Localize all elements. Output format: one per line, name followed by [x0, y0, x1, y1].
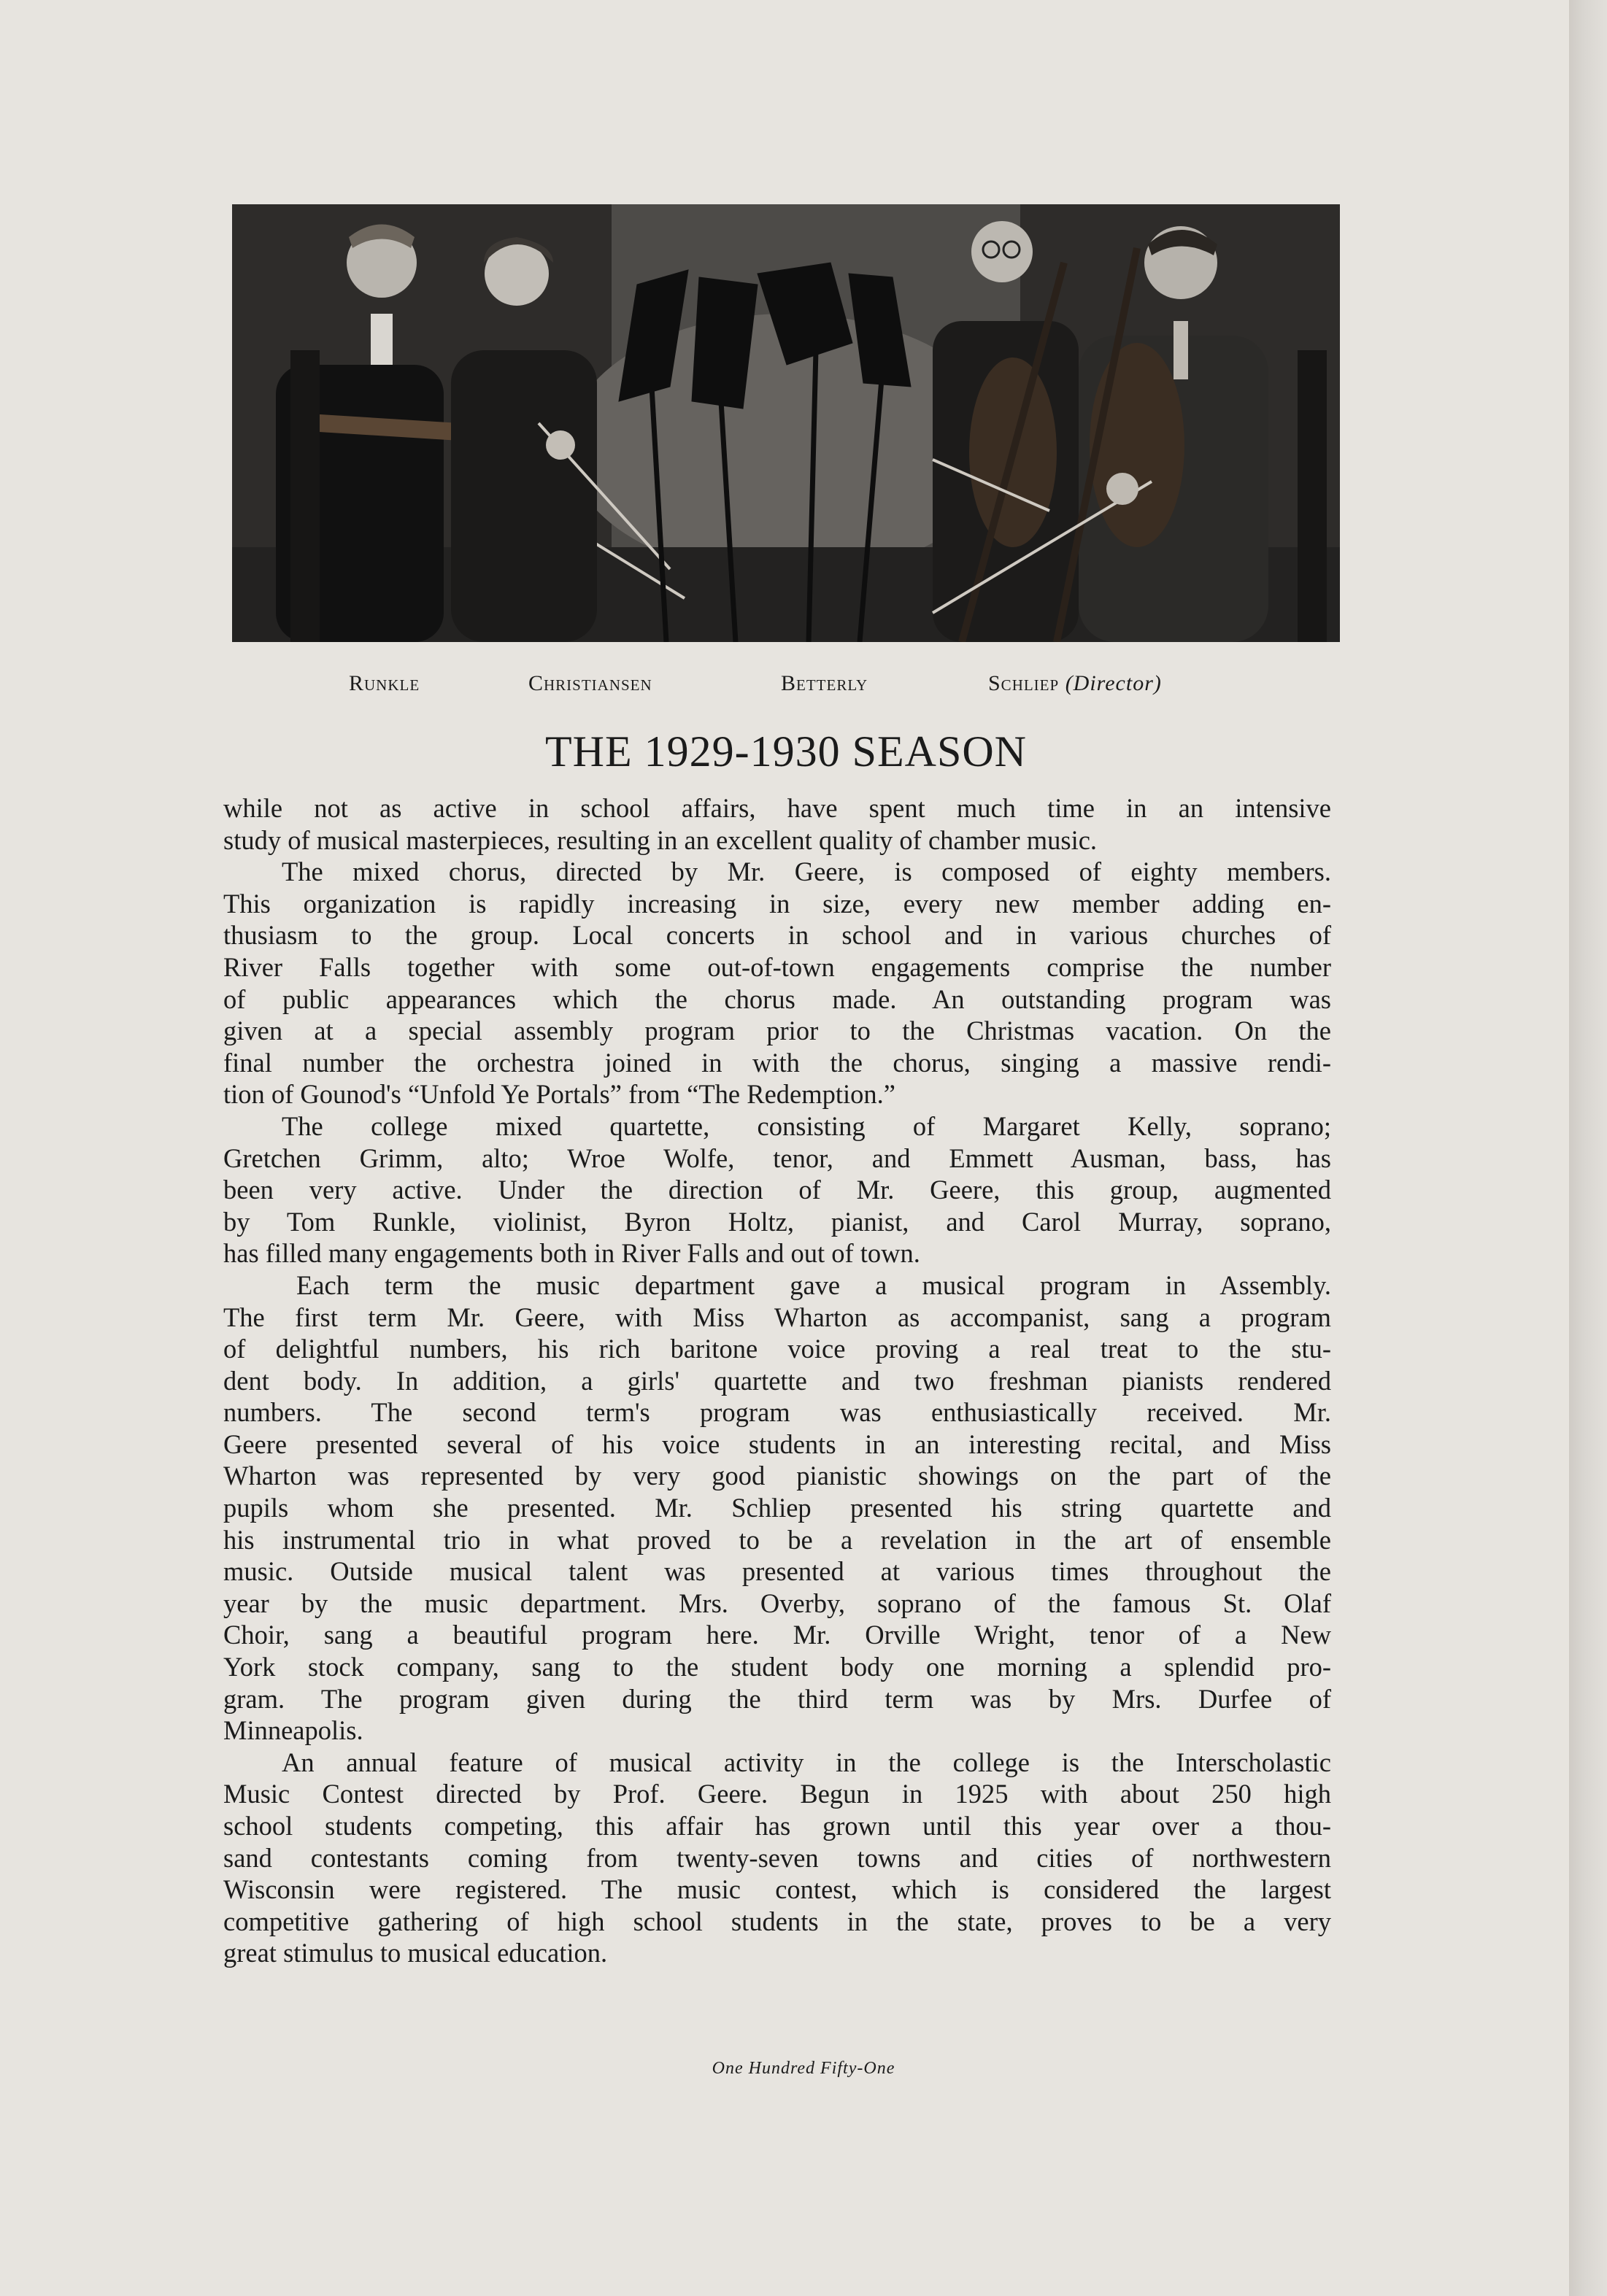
caption-director-note: (Director)	[1065, 671, 1162, 695]
body-line: gram. The program given during the third term was by Mrs. Durfee of	[223, 1683, 1331, 1714]
caption-name-schliep-text: Schliep	[988, 671, 1060, 695]
body-line: final number the orchestra joined in with the chorus, singing a massive rendi-	[223, 1047, 1331, 1078]
body-line: The first term Mr. Geere, with Miss Wharton as accompanist, sang a program	[223, 1302, 1331, 1332]
body-line: school students competing, this affair has grown until this year over a thou-	[223, 1811, 1331, 1841]
caption-name-runkle: Runkle	[349, 671, 420, 695]
body-line: The mixed chorus, directed by Mr. Geere, is composed of eighty members.	[282, 857, 1331, 887]
body-line: Gretchen Grimm, alto; Wroe Wolfe, tenor, and Emmett Ausman, bass, has	[223, 1143, 1331, 1173]
body-line: Choir, sang a beautiful program here. Mr. Orville Wright, tenor of a New	[223, 1620, 1331, 1650]
body-line: given at a special assembly program prior to the Christmas vacation. On the	[223, 1016, 1331, 1046]
string-quartet-photo	[232, 204, 1340, 642]
body-line: competitive gathering of high school students in the state, proves to be a very	[223, 1906, 1331, 1936]
page-title: THE 1929-1930 SEASON	[545, 727, 1027, 776]
body-line: music. Outside musical talent was presented at various times throughout the	[223, 1556, 1331, 1587]
body-line: York stock company, sang to the student body one morning a splendid pro-	[223, 1652, 1331, 1682]
body-line: of delightful numbers, his rich baritone voice proving a real treat to the stu-	[223, 1334, 1331, 1364]
body-line: thusiasm to the group. Local concerts in school and in various churches of	[223, 920, 1331, 951]
body-line: dent body. In addition, a girls' quartette and two freshman pianists rendered	[223, 1365, 1331, 1396]
article-body	[223, 792, 1331, 1969]
body-line: Minneapolis.	[223, 1715, 363, 1746]
body-line: Wharton was represented by very good pianistic showings on the part of the	[223, 1461, 1331, 1491]
body-line: Geere presented several of his voice students in an interesting recital, and Miss	[223, 1429, 1331, 1459]
body-line: The college mixed quartette, consisting of Margaret Kelly, soprano;	[282, 1110, 1331, 1141]
body-line: year by the music department. Mrs. Overby, soprano of the famous St. Olaf	[223, 1588, 1331, 1618]
body-line: of public appearances which the chorus made. An outstanding program was	[223, 983, 1331, 1014]
page-edge	[1569, 0, 1607, 2296]
body-line: Music Contest directed by Prof. Geere. Begun in 1925 with about 250 high	[223, 1779, 1331, 1809]
body-line: has filled many engagements both in River Falls and out of town.	[223, 1238, 920, 1269]
body-line: pupils whom she presented. Mr. Schliep presented his string quartette and	[223, 1493, 1331, 1523]
caption-name-christiansen: Christiansen	[528, 671, 652, 695]
body-line: Wisconsin were registered. The music contest, which is considered the largest	[223, 1874, 1331, 1905]
body-line: by Tom Runkle, violinist, Byron Holtz, pianist, and Carol Murray, soprano,	[223, 1206, 1331, 1237]
page-number: One Hundred Fifty-One	[712, 2059, 895, 2078]
body-line: An annual feature of musical activity in the college is the Interscholastic	[282, 1747, 1331, 1777]
body-line: sand contestants coming from twenty-seven towns and cities of northwestern	[223, 1842, 1331, 1873]
body-line: numbers. The second term's program was enthusiastically received. Mr.	[223, 1397, 1331, 1428]
body-line: Each term the music department gave a musical program in Assembly.	[296, 1269, 1331, 1300]
photo-illustration	[232, 204, 1340, 642]
body-line: This organization is rapidly increasing in size, every new member adding en-	[223, 888, 1331, 919]
body-line: been very active. Under the direction of Mr. Geere, this group, augmented	[223, 1175, 1331, 1205]
caption-name-schliep	[988, 671, 1162, 696]
body-line: his instrumental trio in what proved to be a revelation in the art of ensemble	[223, 1524, 1331, 1555]
body-line: tion of Gounod's “Unfold Ye Portals” from “The Redemption.”	[223, 1079, 895, 1110]
body-line: study of musical masterpieces, resulting in an excellent quality of chamber music.	[223, 824, 1098, 855]
body-line: while not as active in school affairs, have spent much time in an intensive	[223, 793, 1331, 823]
photo-caption	[232, 671, 1340, 700]
body-line: great stimulus to musical education.	[223, 1938, 608, 1968]
body-line: River Falls together with some out-of-town engagements comprise the number	[223, 951, 1331, 982]
caption-name-betterly: Betterly	[781, 671, 868, 695]
